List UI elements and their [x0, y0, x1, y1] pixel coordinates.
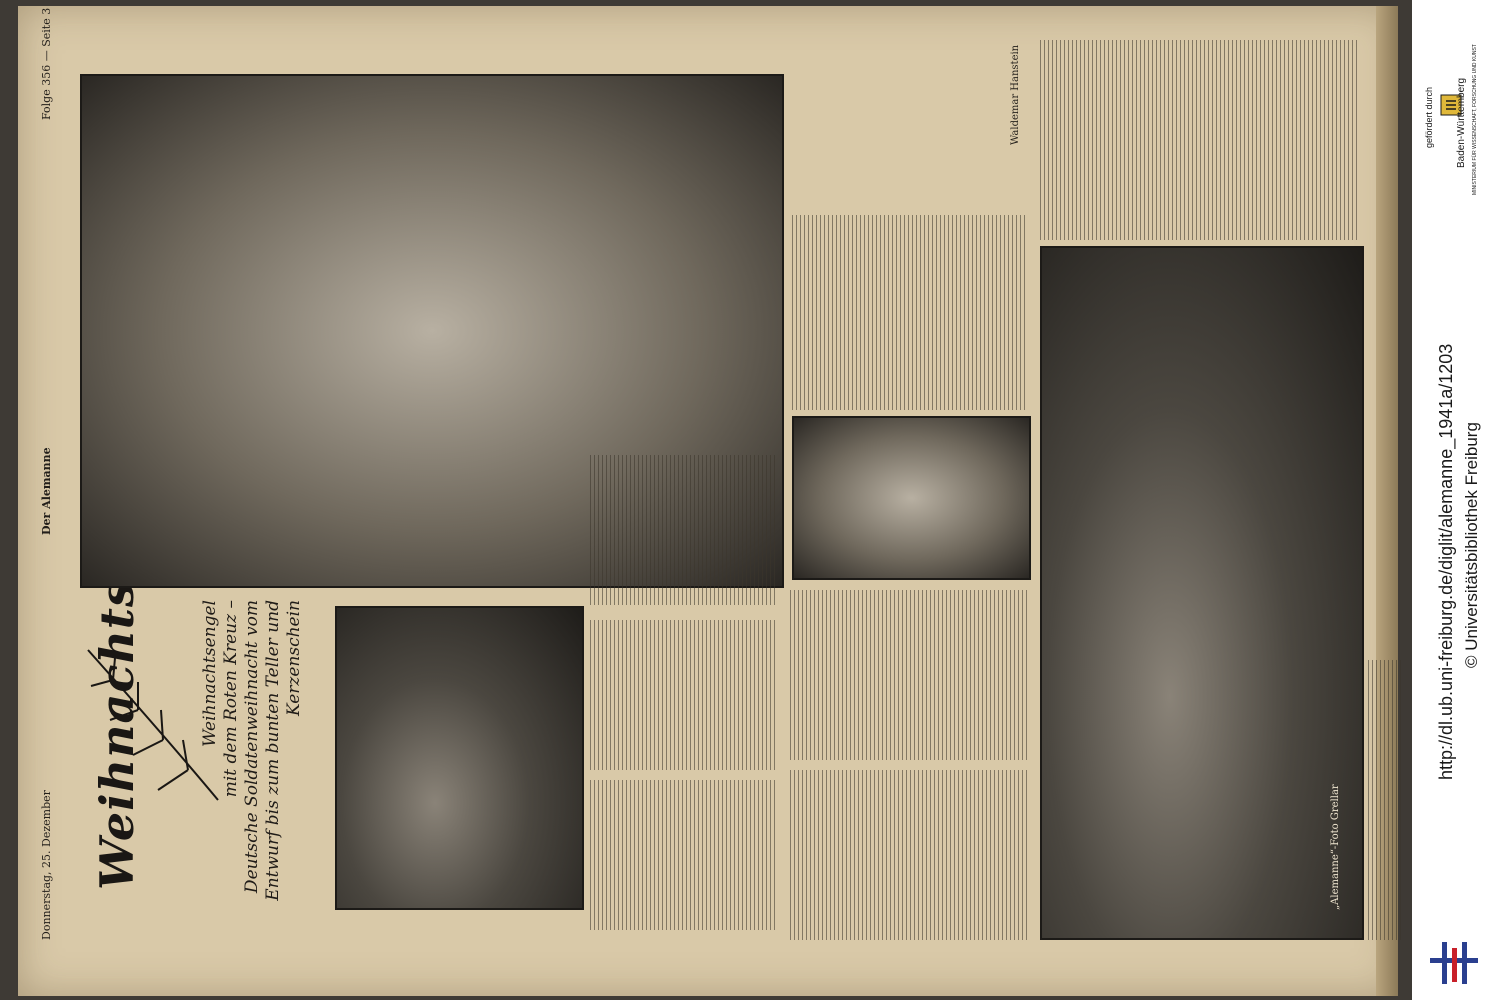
article-text-column — [790, 590, 1030, 760]
sponsor-block — [1420, 30, 1482, 195]
article-text-column — [792, 215, 1027, 410]
sponsor-label: gefördert durch — [1424, 86, 1434, 148]
library-logo-icon — [1428, 938, 1480, 988]
masthead: Der Alemanne — [40, 447, 53, 535]
article-text-column — [790, 770, 1030, 940]
photo-gift-packing — [1040, 246, 1364, 940]
photo-street-carriage — [792, 416, 1031, 580]
sponsor-name: Baden-Württemberg — [1456, 77, 1467, 168]
article-text-column — [1040, 40, 1360, 240]
subheadline — [200, 600, 305, 910]
article-text-column — [590, 455, 775, 605]
subhead-line: Weihnachtsengel — [200, 600, 220, 748]
sponsor-ministry: MINISTERIUM FÜR WISSENSCHAFT, FORSCHUNG UND KUNST — [1472, 44, 1478, 195]
folio-date: Donnerstag, 25. Dezember — [40, 790, 53, 940]
photo-gift-shelves — [335, 606, 584, 910]
byline: Waldemar Hanstein — [1010, 44, 1021, 145]
archive-url-link[interactable]: http://dl.ub.uni-freiburg.de/diglit/alemanne_1941a/1203 — [1436, 343, 1456, 780]
subhead-line: Deutsche Soldatenweihnacht vom — [242, 600, 262, 894]
caption-signature: „Alemanne“-Foto Grellar — [1330, 784, 1341, 910]
subhead-line: mit dem Roten Kreuz – — [221, 600, 241, 798]
copyright-notice: © Universitätsbibliothek Freiburg — [1462, 422, 1481, 668]
article-text-column — [590, 620, 775, 770]
caption-text — [1368, 660, 1404, 940]
folio-page: Folge 356 — Seite 3 — [40, 7, 53, 120]
subhead-line: Entwurf bis zum bunten Teller und — [263, 600, 283, 901]
article-text-column — [590, 780, 775, 930]
subhead-line: Kerzenschein — [284, 600, 304, 717]
